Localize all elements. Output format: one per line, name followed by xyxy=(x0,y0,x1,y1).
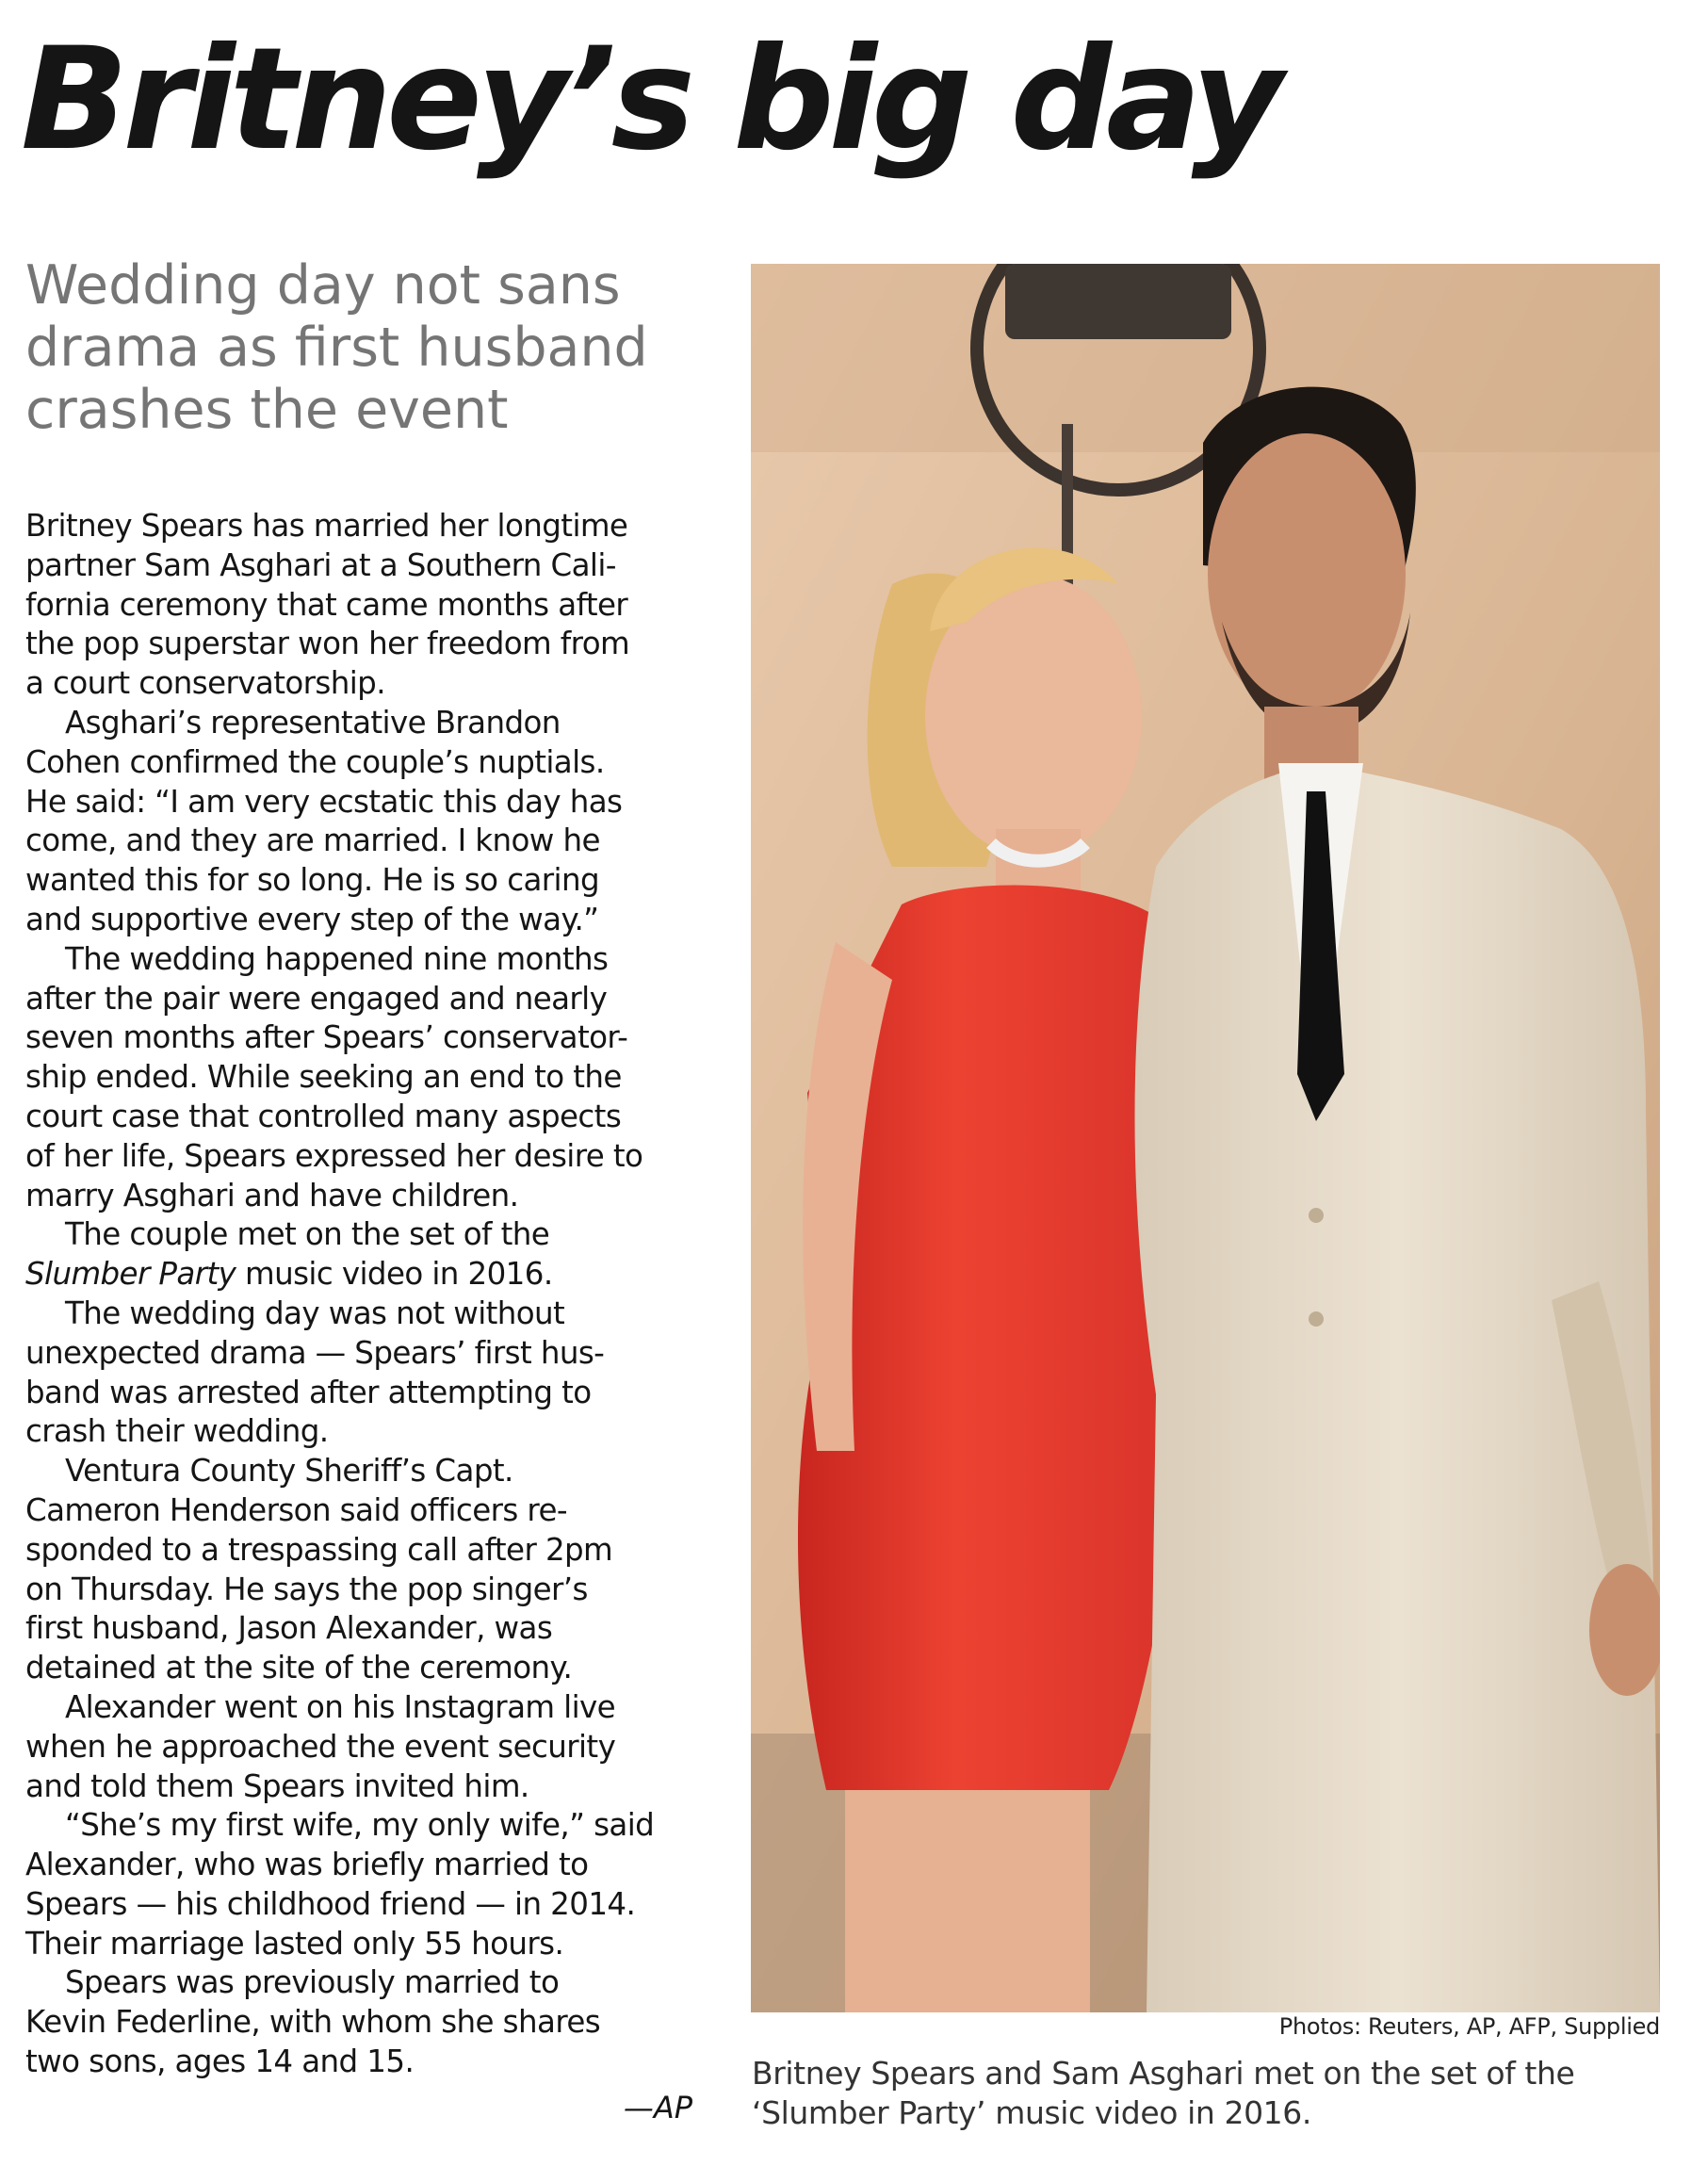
body-line: detained at the site of the ceremony. xyxy=(25,1650,573,1686)
body-line: on Thursday. He says the pop singer’s xyxy=(25,1571,588,1607)
subheadline xyxy=(25,254,685,441)
body-line: partner Sam Asghari at a Southern Cali- xyxy=(25,546,616,583)
photo-caption xyxy=(752,2054,1656,2133)
photo-credit: Photos: Reuters, AP, AFP, Supplied xyxy=(1278,2013,1660,2040)
caption-line: Britney Spears and Sam Asghari met on the set of the xyxy=(752,2055,1575,2092)
body-line: fornia ceremony that came months after xyxy=(25,586,628,623)
body-line: and told them Spears invited him. xyxy=(25,1767,529,1804)
subhead-line: Wedding day not sans xyxy=(25,254,621,317)
body-line: Their marriage lasted only 55 hours. xyxy=(25,1925,564,1962)
body-line: Spears was previously married to xyxy=(65,1964,560,2001)
article-body xyxy=(25,507,708,2082)
body-line: Ventura County Sheriff’s Capt. xyxy=(65,1453,513,1490)
body-line: Cohen confirmed the couple’s nuptials. xyxy=(25,743,605,780)
body-line: two sons, ages 14 and 15. xyxy=(25,2044,415,2080)
body-line: ship ended. While seeking an end to the xyxy=(25,1059,622,1096)
body-line: a court conservatorship. xyxy=(25,665,385,702)
body-line: court case that controlled many aspects xyxy=(25,1098,622,1134)
body-line: after the pair were engaged and nearly xyxy=(25,980,608,1017)
subhead-line: crashes the event xyxy=(25,379,509,441)
body-line: wanted this for so long. He is so caring xyxy=(25,862,600,899)
body-line-tail: music video in 2016. xyxy=(245,1256,553,1293)
body-line: seven months after Spears’ conservator- xyxy=(25,1019,628,1056)
body-line: sponded to a trespassing call after 2pm xyxy=(25,1531,613,1568)
subhead-line: drama as first husband xyxy=(25,317,648,379)
body-line: Kevin Federline, with whom she shares xyxy=(25,2004,601,2041)
body-line: Asghari’s representative Brandon xyxy=(65,704,561,741)
body-line: of her life, Spears expressed her desire to xyxy=(25,1137,643,1174)
body-line: Cameron Henderson said officers re- xyxy=(25,1491,567,1528)
body-line: first husband, Jason Alexander, was xyxy=(25,1610,553,1647)
body-line: The wedding happened nine months xyxy=(65,940,609,977)
body-line: Alexander went on his Instagram live xyxy=(65,1688,616,1725)
headline: Britney’s big day xyxy=(21,18,1278,182)
body-line: The wedding day was not without xyxy=(65,1295,565,1331)
body-line: the pop superstar won her freedom from xyxy=(25,626,630,662)
body-line: unexpected drama — Spears’ first hus- xyxy=(25,1334,605,1371)
music-video-title: Slumber Party xyxy=(25,1256,236,1293)
body-line: He said: “I am very ecstatic this day has xyxy=(25,783,623,820)
body-line: Britney Spears has married her longtime xyxy=(25,508,628,544)
couple-photo-illustration xyxy=(751,264,1660,2012)
body-line: The couple met on the set of the xyxy=(65,1216,550,1253)
body-line-with-title xyxy=(25,1255,708,1295)
body-line: and supportive every step of the way.” xyxy=(25,901,599,937)
body-line: band was arrested after attempting to xyxy=(25,1374,592,1410)
body-line: “She’s my first wife, my only wife,” said xyxy=(65,1807,655,1844)
body-line: Alexander, who was briefly married to xyxy=(25,1847,589,1883)
body-line: crash their wedding. xyxy=(25,1413,329,1450)
body-line: Spears — his childhood friend — in 2014. xyxy=(25,1885,636,1922)
couple-photo xyxy=(751,264,1660,2012)
body-line: come, and they are married. I know he xyxy=(25,822,600,859)
body-line: marry Asghari and have children. xyxy=(25,1177,519,1213)
body-line: when he approached the event security xyxy=(25,1728,616,1765)
byline: —AP xyxy=(623,2090,692,2125)
caption-line: ‘Slumber Party’ music video in 2016. xyxy=(752,2094,1311,2131)
